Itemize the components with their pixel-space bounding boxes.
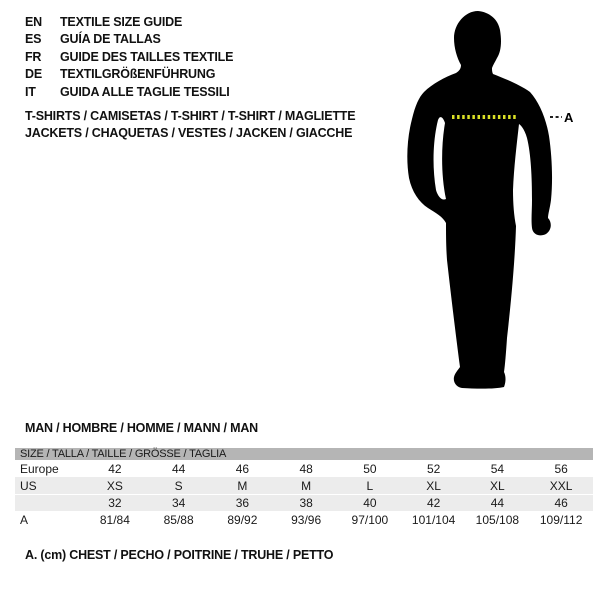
language-label: GUIDA ALLE TAGLIE TESSILI — [60, 84, 230, 99]
language-row — [25, 31, 233, 48]
language-label: TEXTILE SIZE GUIDE — [60, 15, 183, 29]
table-cell: 101/104 — [411, 512, 456, 527]
row-label: Europe — [20, 461, 59, 476]
measure-label-a: A — [564, 110, 574, 125]
table-cell: XS — [106, 478, 123, 493]
table-cell: 89/92 — [227, 512, 258, 527]
table-cell: 32 — [108, 495, 122, 510]
section-heading-man: MAN / HOMBRE / HOMME / MANN / MAN — [25, 421, 258, 435]
table-cell: 81/84 — [99, 512, 130, 527]
table-cell: 36 — [235, 495, 250, 510]
table-cell: 93/96 — [291, 512, 322, 527]
table-cell: 46 — [235, 461, 250, 476]
table-row-us — [15, 477, 593, 494]
table-cell: M — [301, 478, 312, 493]
language-row — [25, 49, 233, 66]
row-label: A — [20, 512, 29, 527]
language-label: GUIDE DES TAILLES TEXTILE — [60, 49, 234, 64]
row-label: US — [20, 478, 37, 493]
language-row — [25, 14, 233, 31]
table-row-europe — [15, 460, 593, 477]
language-code: IT — [25, 84, 36, 99]
language-row — [25, 84, 233, 101]
man-figure — [400, 8, 575, 398]
language-label: TEXTILGRÖßENFÜHRUNG — [60, 67, 216, 82]
table-cell: 85/88 — [163, 512, 194, 527]
language-list — [25, 14, 233, 101]
table-row-chest-a — [15, 511, 593, 528]
garment-categories — [25, 108, 355, 142]
table-cell: M — [237, 478, 248, 493]
table-cell: 50 — [363, 461, 377, 476]
language-code: ES — [25, 32, 42, 47]
size-table — [15, 448, 593, 528]
table-cell: 42 — [426, 495, 441, 510]
language-label: GUÍA DE TALLAS — [60, 32, 161, 47]
table-cell: 54 — [490, 461, 505, 476]
table-row-numeric — [15, 494, 593, 511]
table-cell: 109/112 — [539, 512, 583, 527]
table-cell: 34 — [171, 495, 186, 510]
table-cell: XL — [490, 478, 505, 493]
language-code: EN — [25, 15, 42, 29]
chest-measure-footnote: A. (cm) CHEST / PECHO / POITRINE / TRUHE / PETTO — [25, 548, 334, 562]
category-line-jackets: JACKETS / CHAQUETAS / VESTES / JACKEN / GIACCHE — [25, 126, 353, 140]
man-silhouette — [407, 11, 552, 389]
table-cell: 42 — [108, 461, 122, 476]
table-cell: 52 — [426, 461, 441, 476]
language-row — [25, 66, 233, 83]
table-cell: 38 — [299, 495, 313, 510]
category-line-tshirts: T-SHIRTS / CAMISETAS / T-SHIRT / T-SHIRT / MAGLIETTE — [25, 109, 356, 123]
table-cell: 44 — [490, 495, 505, 510]
table-cell: 97/100 — [351, 512, 389, 527]
table-cell: 105/108 — [475, 512, 520, 527]
table-cell: XL — [426, 478, 441, 493]
table-cell: 48 — [299, 461, 313, 476]
table-cell: 56 — [554, 461, 568, 476]
language-code: DE — [25, 67, 42, 82]
table-cell: L — [366, 478, 374, 493]
table-cell: S — [174, 478, 183, 493]
language-code: FR — [25, 49, 42, 64]
size-table-header: SIZE / TALLA / TAILLE / GRÖSSE / TAGLIA — [15, 448, 593, 460]
table-cell: XXL — [549, 478, 573, 493]
table-cell: 40 — [363, 495, 377, 510]
table-cell: 44 — [171, 461, 186, 476]
table-cell: 46 — [554, 495, 568, 510]
